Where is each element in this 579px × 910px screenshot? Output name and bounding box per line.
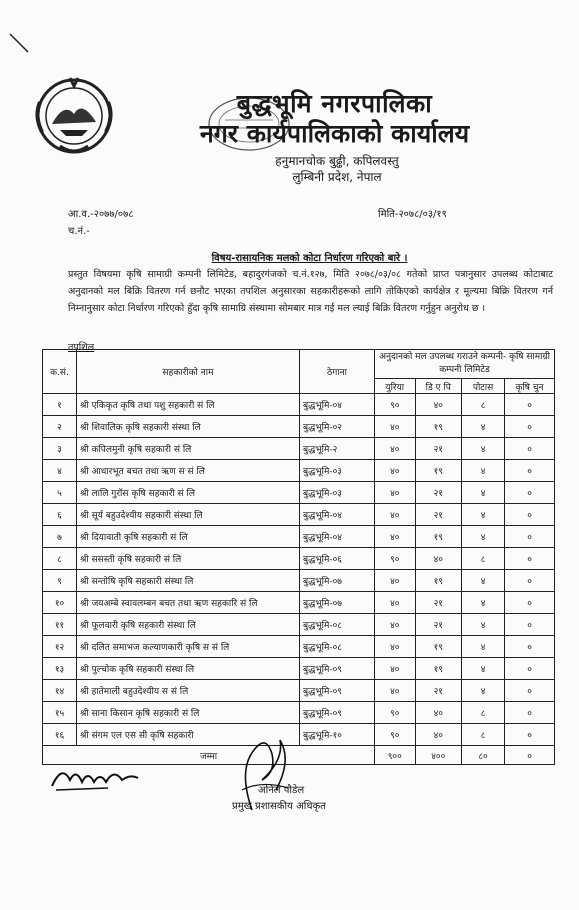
row-name: श्री लालि गुरॉस कृषि सहकारी सं लि	[77, 482, 300, 504]
total-lime: ०	[505, 746, 555, 765]
row-sn: १	[43, 394, 77, 416]
row-potash: ४	[462, 504, 505, 526]
total-dap: ४००	[415, 746, 461, 765]
row-lime: ०	[505, 416, 555, 438]
row-address: बुद्धभूमि-१०	[300, 724, 375, 746]
row-sn: १६	[43, 724, 77, 746]
row-address: बुद्धभूमि-०४	[300, 504, 375, 526]
row-lime: ०	[505, 592, 555, 614]
pen-mark-icon	[8, 32, 30, 54]
header-dap: डि ए पि	[415, 379, 461, 394]
row-lime: ०	[505, 614, 555, 636]
row-address: बुद्धभूमि-०७	[300, 592, 375, 614]
row-urea: ४०	[375, 416, 416, 438]
table-row	[43, 702, 555, 724]
row-address: बुद्धभूमि-०४	[300, 526, 375, 548]
dispatch-number: च.नं.-	[68, 226, 90, 237]
row-lime: ०	[505, 438, 555, 460]
row-lime: ०	[505, 504, 555, 526]
row-urea: ४०	[375, 460, 416, 482]
header-address: ठेगाना	[300, 350, 375, 394]
row-sn: ५	[43, 482, 77, 504]
row-urea: ४०	[375, 438, 416, 460]
row-lime: ०	[505, 548, 555, 570]
row-dap: ४०	[415, 548, 461, 570]
row-urea: ९०	[375, 724, 416, 746]
row-potash: ४	[462, 592, 505, 614]
row-name: श्री सन्तोषि कृषि सहकारी संस्था लि	[77, 570, 300, 592]
row-sn: ११	[43, 614, 77, 636]
row-name: श्री दलित समाभज कल्याणकारी कृषि स सं लि	[77, 636, 300, 658]
row-urea: ९०	[375, 548, 416, 570]
table-row	[43, 504, 555, 526]
row-address: बुद्धभूमि-०६	[300, 548, 375, 570]
signatory-name: अनिल पौडेल	[258, 785, 305, 796]
row-potash: ८	[462, 724, 505, 746]
address-line-1: हनुमानचोक बुढ्ढी, कपिलवस्तु	[275, 154, 399, 168]
row-address: बुद्धभूमि-०४	[300, 394, 375, 416]
row-potash: ८	[462, 394, 505, 416]
row-address: बुद्धभूमि-०८	[300, 636, 375, 658]
table-row	[43, 636, 555, 658]
row-address: बुद्धभूमि-०३	[300, 460, 375, 482]
row-name: श्री कपिलमुनी कृषि सहकारी सं लि	[77, 438, 300, 460]
row-sn: ६	[43, 504, 77, 526]
signature-left-icon	[48, 760, 148, 794]
header-lime: कृषि चुन	[505, 379, 555, 394]
row-name: श्री एकिकृत कृषि तथा पशु सहकारी सं लि	[77, 394, 300, 416]
row-name: श्री शिवालिक कृषि सहकारी संस्था लि	[77, 416, 300, 438]
row-address: बुद्धभूमि-०३	[300, 482, 375, 504]
row-potash: ४	[462, 416, 505, 438]
row-name: श्री साना किसान कृषि सहकारी सं लि	[77, 702, 300, 724]
annex-label: तपशिल	[68, 342, 95, 353]
row-address: बुद्धभूमि-२	[300, 438, 375, 460]
row-dap: १९	[415, 460, 461, 482]
row-dap: १९	[415, 636, 461, 658]
total-urea: ९००	[375, 746, 416, 765]
row-lime: ०	[505, 724, 555, 746]
table-row	[43, 592, 555, 614]
row-dap: २१	[415, 482, 461, 504]
row-lime: ०	[505, 526, 555, 548]
row-name: श्री पुल्चोक कृषि सहकारी संस्था लि	[77, 658, 300, 680]
row-urea: ४०	[375, 636, 416, 658]
table-row	[43, 482, 555, 504]
row-address: बुद्धभूमि-०८	[300, 614, 375, 636]
row-potash: ४	[462, 460, 505, 482]
row-name: श्री जयअम्बे स्वावलम्बन बचत तथा ऋण सहकारि सं लि	[77, 592, 300, 614]
org-name: बुद्धभूमि नगरपालिका	[236, 89, 433, 118]
row-potash: ८	[462, 702, 505, 724]
row-sn: २	[43, 416, 77, 438]
row-address: बुद्धभूमि-०२	[300, 416, 375, 438]
table-row	[43, 416, 555, 438]
row-urea: ९०	[375, 394, 416, 416]
row-potash: ८	[462, 548, 505, 570]
row-dap: ४०	[415, 394, 461, 416]
row-lime: ०	[505, 460, 555, 482]
row-lime: ०	[505, 394, 555, 416]
row-address: बुद्धभूमि-०७	[300, 570, 375, 592]
row-potash: ४	[462, 570, 505, 592]
row-sn: १०	[43, 592, 77, 614]
row-urea: ४०	[375, 482, 416, 504]
row-name: श्री ससस्ती कृषि सहकारी सं लि	[77, 548, 300, 570]
address-line-2: लुम्बिनी प्रदेश, नेपाल	[292, 170, 382, 184]
row-sn: ८	[43, 548, 77, 570]
row-sn: ४	[43, 460, 77, 482]
row-address: बुद्धभूमि-०९	[300, 702, 375, 724]
row-name: श्री आधारभूत बचत तथा ऋण स सं लि	[77, 460, 300, 482]
table-row	[43, 570, 555, 592]
row-urea: ४०	[375, 570, 416, 592]
row-name: श्री दियावाती कृषि सहकारी सं लि	[77, 526, 300, 548]
row-potash: ४	[462, 680, 505, 702]
row-potash: ४	[462, 438, 505, 460]
row-urea: ४०	[375, 526, 416, 548]
row-lime: ०	[505, 658, 555, 680]
row-sn: १५	[43, 702, 77, 724]
row-sn: ३	[43, 438, 77, 460]
table-row	[43, 658, 555, 680]
row-sn: १४	[43, 680, 77, 702]
row-dap: २१	[415, 680, 461, 702]
row-urea: ४०	[375, 680, 416, 702]
row-dap: १९	[415, 416, 461, 438]
row-dap: १९	[415, 526, 461, 548]
table-row	[43, 526, 555, 548]
row-lime: ०	[505, 680, 555, 702]
row-dap: १९	[415, 570, 461, 592]
row-urea: ४०	[375, 504, 416, 526]
row-potash: ४	[462, 658, 505, 680]
table-row	[43, 614, 555, 636]
row-name: श्री हातेमाली बहुउदेश्यीय स सं लि	[77, 680, 300, 702]
row-name: श्री फूलवारी कृषि सहकारी संस्था लि	[77, 614, 300, 636]
row-potash: ४	[462, 636, 505, 658]
table-row	[43, 394, 555, 416]
row-potash: ४	[462, 482, 505, 504]
row-address: बुद्धभूमि-०९	[300, 658, 375, 680]
letter-body: प्रस्तुत विषयमा कृषि सामाग्री कम्पनी लिमिटेड, बहादुरगंजको च.नं.१२७, मिति २०७८/०३/०८ गतेको प्राप्त पत्रानुसार उपलब्ध कोटाबाट अनुदानको मल बिक्रि वितरण गर्न छनौट भएका तपशिल अनुसारका सहकारीहरूको लागि तोकिएको कार्यक्षेत्र र मूल्यमा बिक्रि वितरण गर्न निम्नानुसार कोटा निर्धारण गरिएको हुँदा कृषि सामाग्रि संस्थामा सोमबार मात्र गई मल ल्याई बिक्रि वितरण गर्नुहुन अनुरोध छ ।	[68, 269, 553, 314]
row-urea: ४०	[375, 592, 416, 614]
table-row	[43, 438, 555, 460]
row-name: श्री सूर्य बहुउदेश्यीय सहकारी संस्था लि	[77, 504, 300, 526]
row-sn: ९	[43, 570, 77, 592]
row-lime: ०	[505, 570, 555, 592]
row-dap: २१	[415, 614, 461, 636]
table-row	[43, 460, 555, 482]
row-address: बुद्धभूमि-०९	[300, 680, 375, 702]
row-dap: २१	[415, 504, 461, 526]
row-urea: ४०	[375, 658, 416, 680]
letter-subject: विषय-रासायनिक मलको कोटा निर्धारण गरिएको बारे ।	[211, 253, 408, 264]
row-lime: ०	[505, 702, 555, 724]
row-sn: ७	[43, 526, 77, 548]
row-dap: २१	[415, 592, 461, 614]
header-potash: पोटास	[462, 379, 505, 394]
row-dap: २१	[415, 438, 461, 460]
row-urea: ९०	[375, 702, 416, 724]
total-potash: ८०	[462, 746, 505, 765]
row-dap: ४०	[415, 702, 461, 724]
row-potash: ४	[462, 614, 505, 636]
row-lime: ०	[505, 636, 555, 658]
row-name: श्री संगम एल एस सी कृषि सहकारी	[77, 724, 300, 746]
header-name: सहकारीको नाम	[77, 350, 300, 394]
header-sn: क.सं.	[43, 350, 77, 394]
header-urea: युरिया	[375, 379, 416, 394]
row-urea: ४०	[375, 614, 416, 636]
row-lime: ०	[505, 482, 555, 504]
row-dap: ४०	[415, 724, 461, 746]
signatory-title: प्रमुख प्रशासकीय अधिकृत	[232, 801, 326, 812]
row-dap: १९	[415, 658, 461, 680]
header-company-group: अनुदानको मल उपलब्ध गराउने कम्पनी- कृषि सामाग्री कम्पनी लिमिटेड	[375, 350, 555, 379]
office-name: नगर कार्यपालिकाको कार्यालय	[199, 119, 470, 148]
letter-date: मिति-२०७८/०३/१९	[378, 209, 447, 220]
fiscal-year: आ.व.-२०७७/०७८	[68, 209, 134, 220]
row-potash: ४	[462, 526, 505, 548]
quota-table	[42, 349, 555, 765]
row-sn: १२	[43, 636, 77, 658]
table-row	[43, 680, 555, 702]
table-body	[43, 394, 555, 746]
row-sn: १३	[43, 658, 77, 680]
table-row	[43, 548, 555, 570]
total-label: जम्मा	[43, 746, 375, 765]
